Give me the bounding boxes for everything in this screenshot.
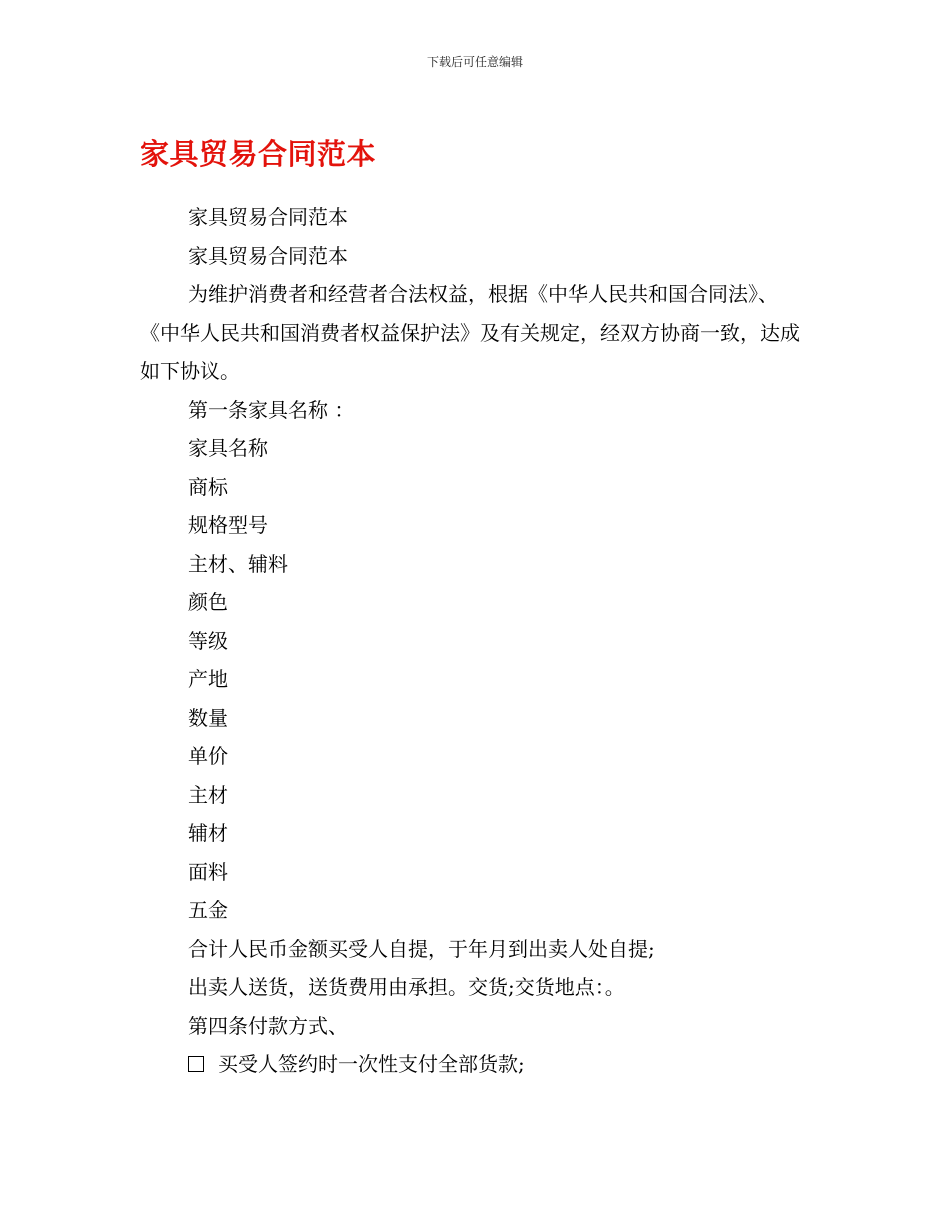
field-line: 辅材 [188, 821, 228, 845]
checkbox-icon [188, 1056, 204, 1072]
document-body [140, 198, 800, 1084]
checkbox-line [140, 1045, 800, 1084]
field-line: 等级 [188, 628, 228, 653]
document-title: 家具贸易合同范本 [140, 137, 377, 171]
body-line: 家具贸易合同范本 [188, 205, 348, 229]
field-line: 家具名称 [188, 436, 268, 460]
checkbox-label: 买受人签约时一次性支付全部货款; [218, 1052, 525, 1076]
field-line: 五金 [188, 898, 228, 922]
field-line: 主材 [188, 782, 228, 807]
clause-line: 合计人民币金额买受人自提，于年月到出卖人处自提; [188, 936, 655, 961]
clause-line: 出卖人送货，送货费用由承担。交货;交货地点：。 [188, 975, 625, 999]
field-line: 主材、辅料 [188, 551, 288, 576]
body-line: 家具贸易合同范本 [188, 243, 348, 268]
header-note: 下载后可任意编辑 [426, 55, 523, 69]
clause-line: 第四条付款方式、 [188, 1013, 348, 1038]
field-line: 颜色 [188, 590, 228, 614]
field-line: 数量 [188, 705, 228, 730]
field-line: 单价 [188, 744, 228, 768]
field-line: 产地 [188, 667, 228, 691]
field-line: 规格型号 [188, 513, 268, 537]
intro-paragraph: 为维护消费者和经营者合法权益，根据《中华人民共和国合同法》、《中华人民共和国消费者权益保护法》及有关规定，经双方协商一致，达成如下协议。 [140, 282, 800, 383]
field-line: 面料 [188, 859, 228, 884]
clause-line: 第一条家具名称 ： [188, 397, 355, 422]
field-line: 商标 [188, 474, 228, 499]
